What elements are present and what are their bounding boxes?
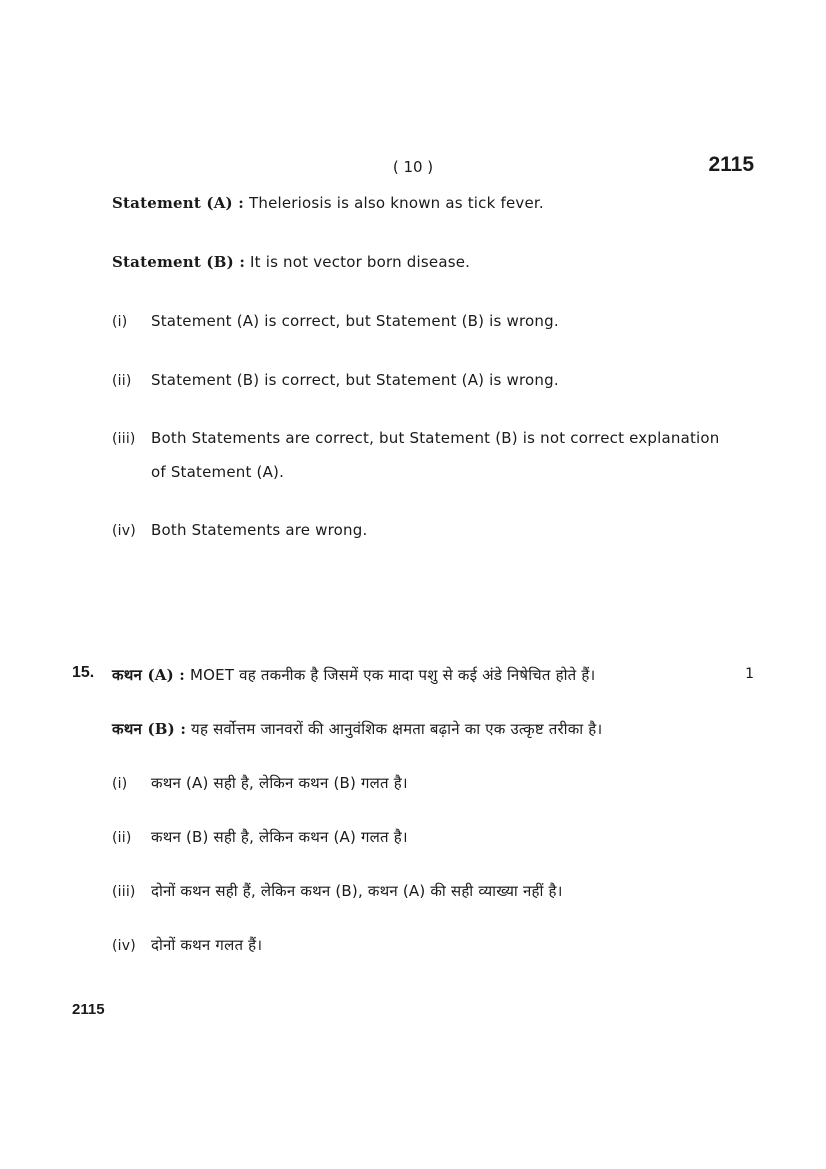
q14-statement-b-label: Statement (B) :: [112, 253, 246, 271]
q15-option-iii: [112, 881, 563, 901]
option-text: Both Statements are correct, but Statement (B) is not correct explanation: [151, 429, 720, 447]
q15-statement-b-text: यह सर्वोत्तम जानवरों की आनुवंशिक क्षमता बढ़ाने का एक उत्कृष्ट तरीका है।: [186, 720, 603, 738]
option-text: दोनों कथन गलत हैं।: [151, 936, 263, 954]
option-text: कथन (A) सही है, लेकिन कथन (B) गलत है।: [151, 774, 408, 792]
option-marker: (iv): [112, 523, 136, 539]
page-number: ( 10 ): [392, 158, 434, 176]
option-marker: (iii): [112, 884, 136, 900]
option-text: Statement (B) is correct, but Statement (A) is wrong.: [151, 371, 559, 389]
q14-statement-a: [112, 194, 544, 212]
q14-option-iii-continuation: of Statement (A).: [151, 463, 285, 481]
q14-option-iii: [112, 429, 720, 447]
option-marker: (i): [112, 776, 128, 792]
option-marker: (iv): [112, 938, 136, 954]
paper-code-footer: 2115: [72, 1001, 105, 1018]
option-marker: (ii): [112, 373, 132, 389]
question-number: 15.: [72, 664, 95, 681]
option-marker: (i): [112, 314, 128, 330]
q15-statement-a-label: कथन (A) :: [112, 666, 186, 684]
option-text: Statement (A) is correct, but Statement (B) is wrong.: [151, 312, 559, 330]
option-marker: (iii): [112, 431, 136, 447]
q14-option-iv: [112, 521, 367, 539]
option-text: दोनों कथन सही हैं, लेकिन कथन (B), कथन (A) की सही व्याख्या नहीं है।: [151, 882, 563, 900]
q15-option-i: [112, 773, 408, 793]
paper-code-header: 2115: [708, 153, 754, 176]
q14-statement-b: [112, 253, 470, 271]
marks: 1: [745, 666, 754, 682]
q14-statement-a-label: Statement (A) :: [112, 194, 245, 212]
q15-statement-b-label: कथन (B) :: [112, 720, 187, 738]
q15-statement-b: [112, 719, 602, 739]
q14-statement-a-text: Theleriosis is also known as tick fever.: [244, 194, 544, 212]
q15-option-iv: [112, 935, 262, 955]
q14-statement-b-text: It is not vector born disease.: [245, 253, 471, 271]
q14-option-i: [112, 312, 559, 330]
option-marker: (ii): [112, 830, 132, 846]
q15-statement-a: [112, 665, 595, 685]
q14-option-ii: [112, 371, 559, 389]
q15-option-ii: [112, 827, 408, 847]
option-text: Both Statements are wrong.: [151, 521, 368, 539]
q15-statement-a-text: MOET वह तकनीक है जिसमें एक मादा पशु से कई अंडे निषेचित होते हैं।: [185, 666, 596, 684]
option-text: कथन (B) सही है, लेकिन कथन (A) गलत है।: [151, 828, 408, 846]
